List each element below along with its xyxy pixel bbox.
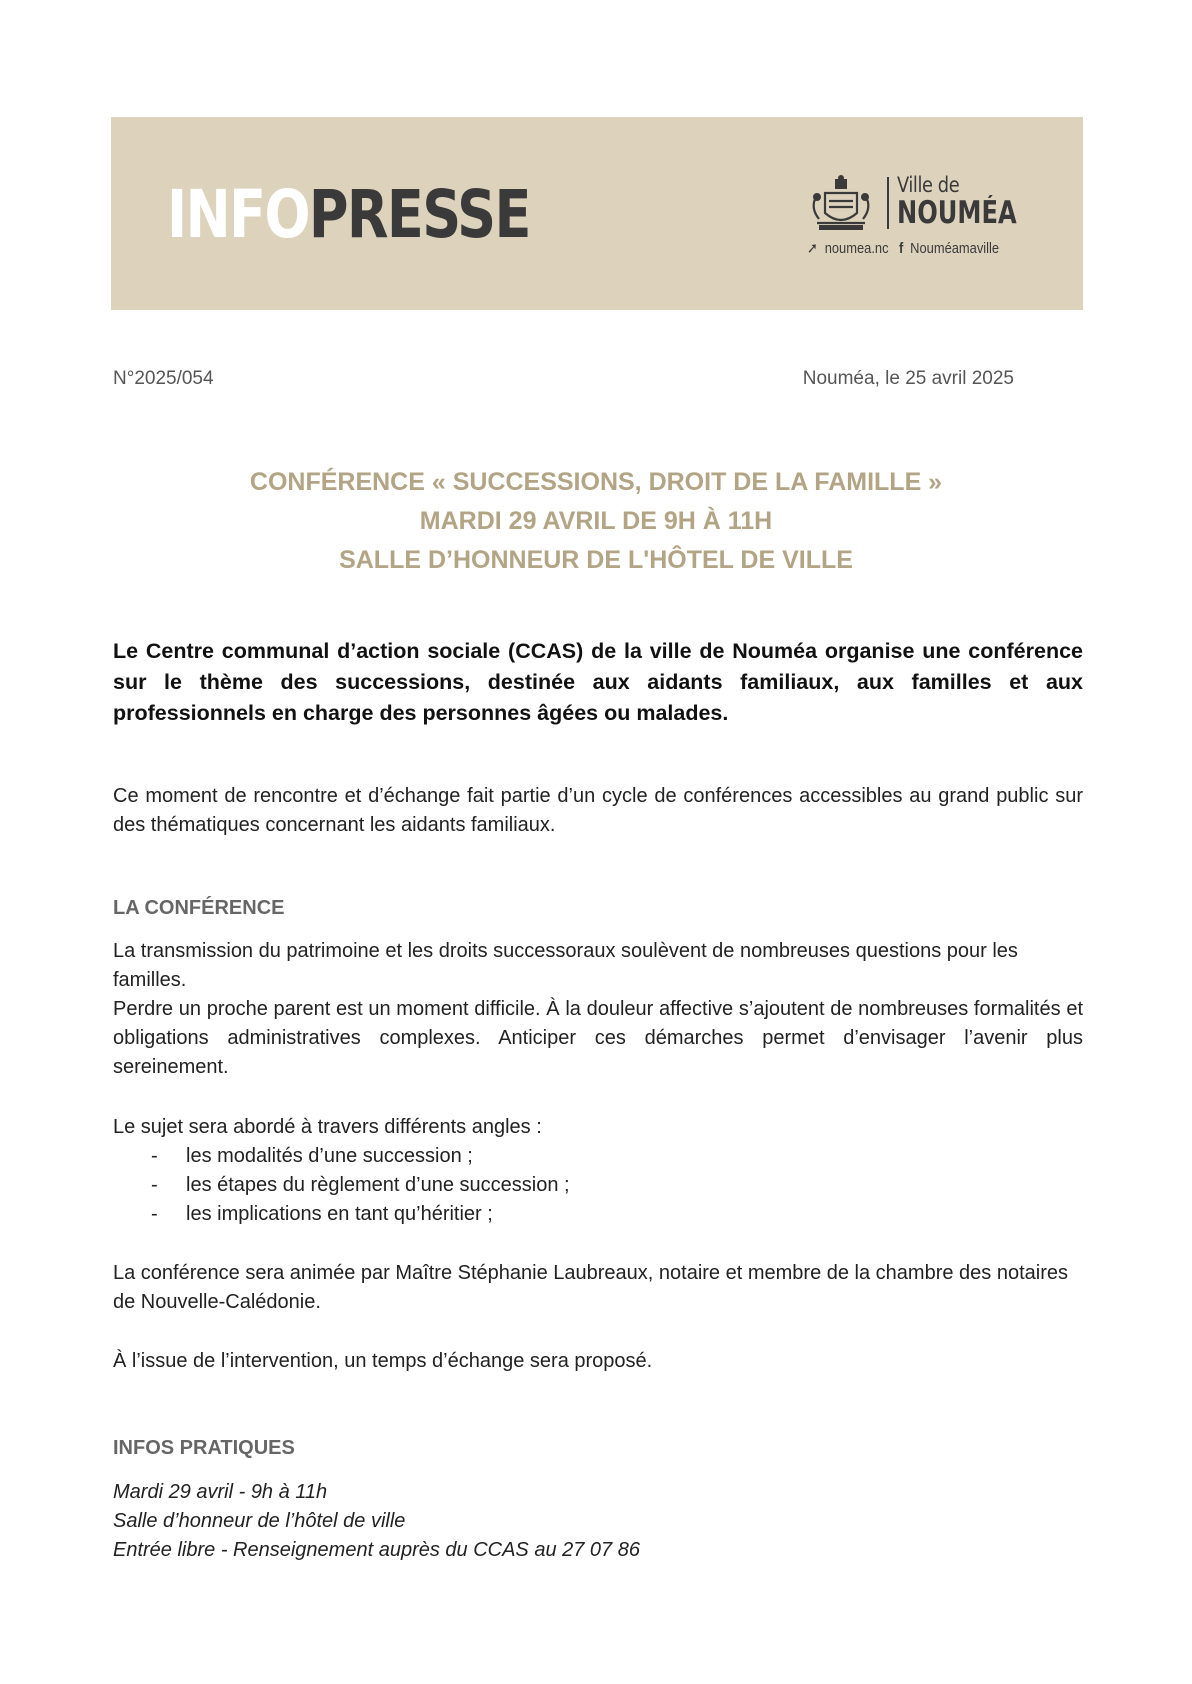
practical-venue: Salle d’honneur de l’hôtel de ville <box>113 1510 406 1532</box>
press-release-number: N°2025/054 <box>113 368 214 389</box>
title-line-3: SALLE D’HONNEUR DE L'HÔTEL DE VILLE <box>339 546 853 574</box>
list-item <box>113 1171 1083 1200</box>
title-line-2: MARDI 29 AVRIL DE 9H À 11H <box>419 507 773 535</box>
list-item-text: les modalités d’une succession ; <box>186 1145 473 1167</box>
web-icon: ➚ <box>807 240 818 257</box>
page-title <box>0 463 1192 580</box>
bullet-dash: - <box>151 1203 158 1225</box>
city-crest-icon <box>807 175 875 233</box>
conference-paragraph-5: À l’issue de l’intervention, un temps d’échange sera proposé. <box>113 1350 653 1372</box>
logo-noumea: NOUMÉA <box>897 195 1017 231</box>
bullet-dash: - <box>151 1145 158 1167</box>
logo-divider <box>887 177 889 229</box>
conference-paragraph-3: Le sujet sera abordé à travers différents angles : <box>113 1116 542 1138</box>
list-item <box>113 1142 1083 1171</box>
practical-date: Mardi 29 avril - 9h à 11h <box>113 1481 328 1503</box>
conference-paragraph-4: La conférence sera animée par Maître Stéphanie Laubreaux, notaire et membre de la chambre des notaires de Nouvelle-Calédonie. <box>113 1262 1068 1313</box>
bullet-dash: - <box>151 1174 158 1196</box>
practical-entry: Entrée libre - Renseignement auprès du CCAS au 27 07 86 <box>113 1539 640 1561</box>
header-banner <box>111 117 1083 310</box>
conference-heading: LA CONFÉRENCE <box>113 897 285 919</box>
title-line-1: CONFÉRENCE « SUCCESSIONS, DROIT DE LA FAMILLE » <box>249 468 943 496</box>
info-presse-wordmark <box>167 175 530 255</box>
list-item-text: les étapes du règlement d’une succession ; <box>186 1174 570 1196</box>
brand-presse: PRESSE <box>308 176 530 253</box>
conference-paragraph-1: La transmission du patrimoine et les droits successoraux soulèvent de nombreuses questions pour les familles. <box>113 940 1018 991</box>
lead-paragraph: Le Centre communal d’action sociale (CCAS) de la ville de Nouméa organise une conférence sur le thème des successions, destinée aux aidants familiaux, aux familles et aux professionnels en charge des personnes âgées ou malades. <box>113 639 1083 725</box>
logo-ville-de: Ville de <box>897 173 960 197</box>
ville-de-noumea-logo <box>807 173 1037 268</box>
practical-heading: INFOS PRATIQUES <box>113 1437 295 1459</box>
list-item-text: les implications en tant qu’héritier ; <box>186 1203 493 1225</box>
social-web[interactable]: noumea.nc <box>824 240 889 257</box>
brand-info: INFO <box>167 176 309 253</box>
conference-paragraph-2: Perdre un proche parent est un moment difficile. À la douleur affective s’ajoutent de nombreuses formalités et obligations administratives complexes. Anticiper ces démarches permet d’envisager l’avenir plus sereinement. <box>113 998 1083 1078</box>
list-item <box>113 1200 1083 1229</box>
angles-list <box>113 1142 1083 1229</box>
social-links <box>807 239 1006 257</box>
facebook-icon: f <box>898 240 904 257</box>
intro-paragraph: Ce moment de rencontre et d’échange fait partie d’un cycle de conférences accessibles au grand public sur des thématiques concernant les aidants familiaux. <box>113 785 1083 836</box>
press-release-date: Nouméa, le 25 avril 2025 <box>802 368 1014 389</box>
social-facebook[interactable]: Nouméamaville <box>910 240 1000 257</box>
